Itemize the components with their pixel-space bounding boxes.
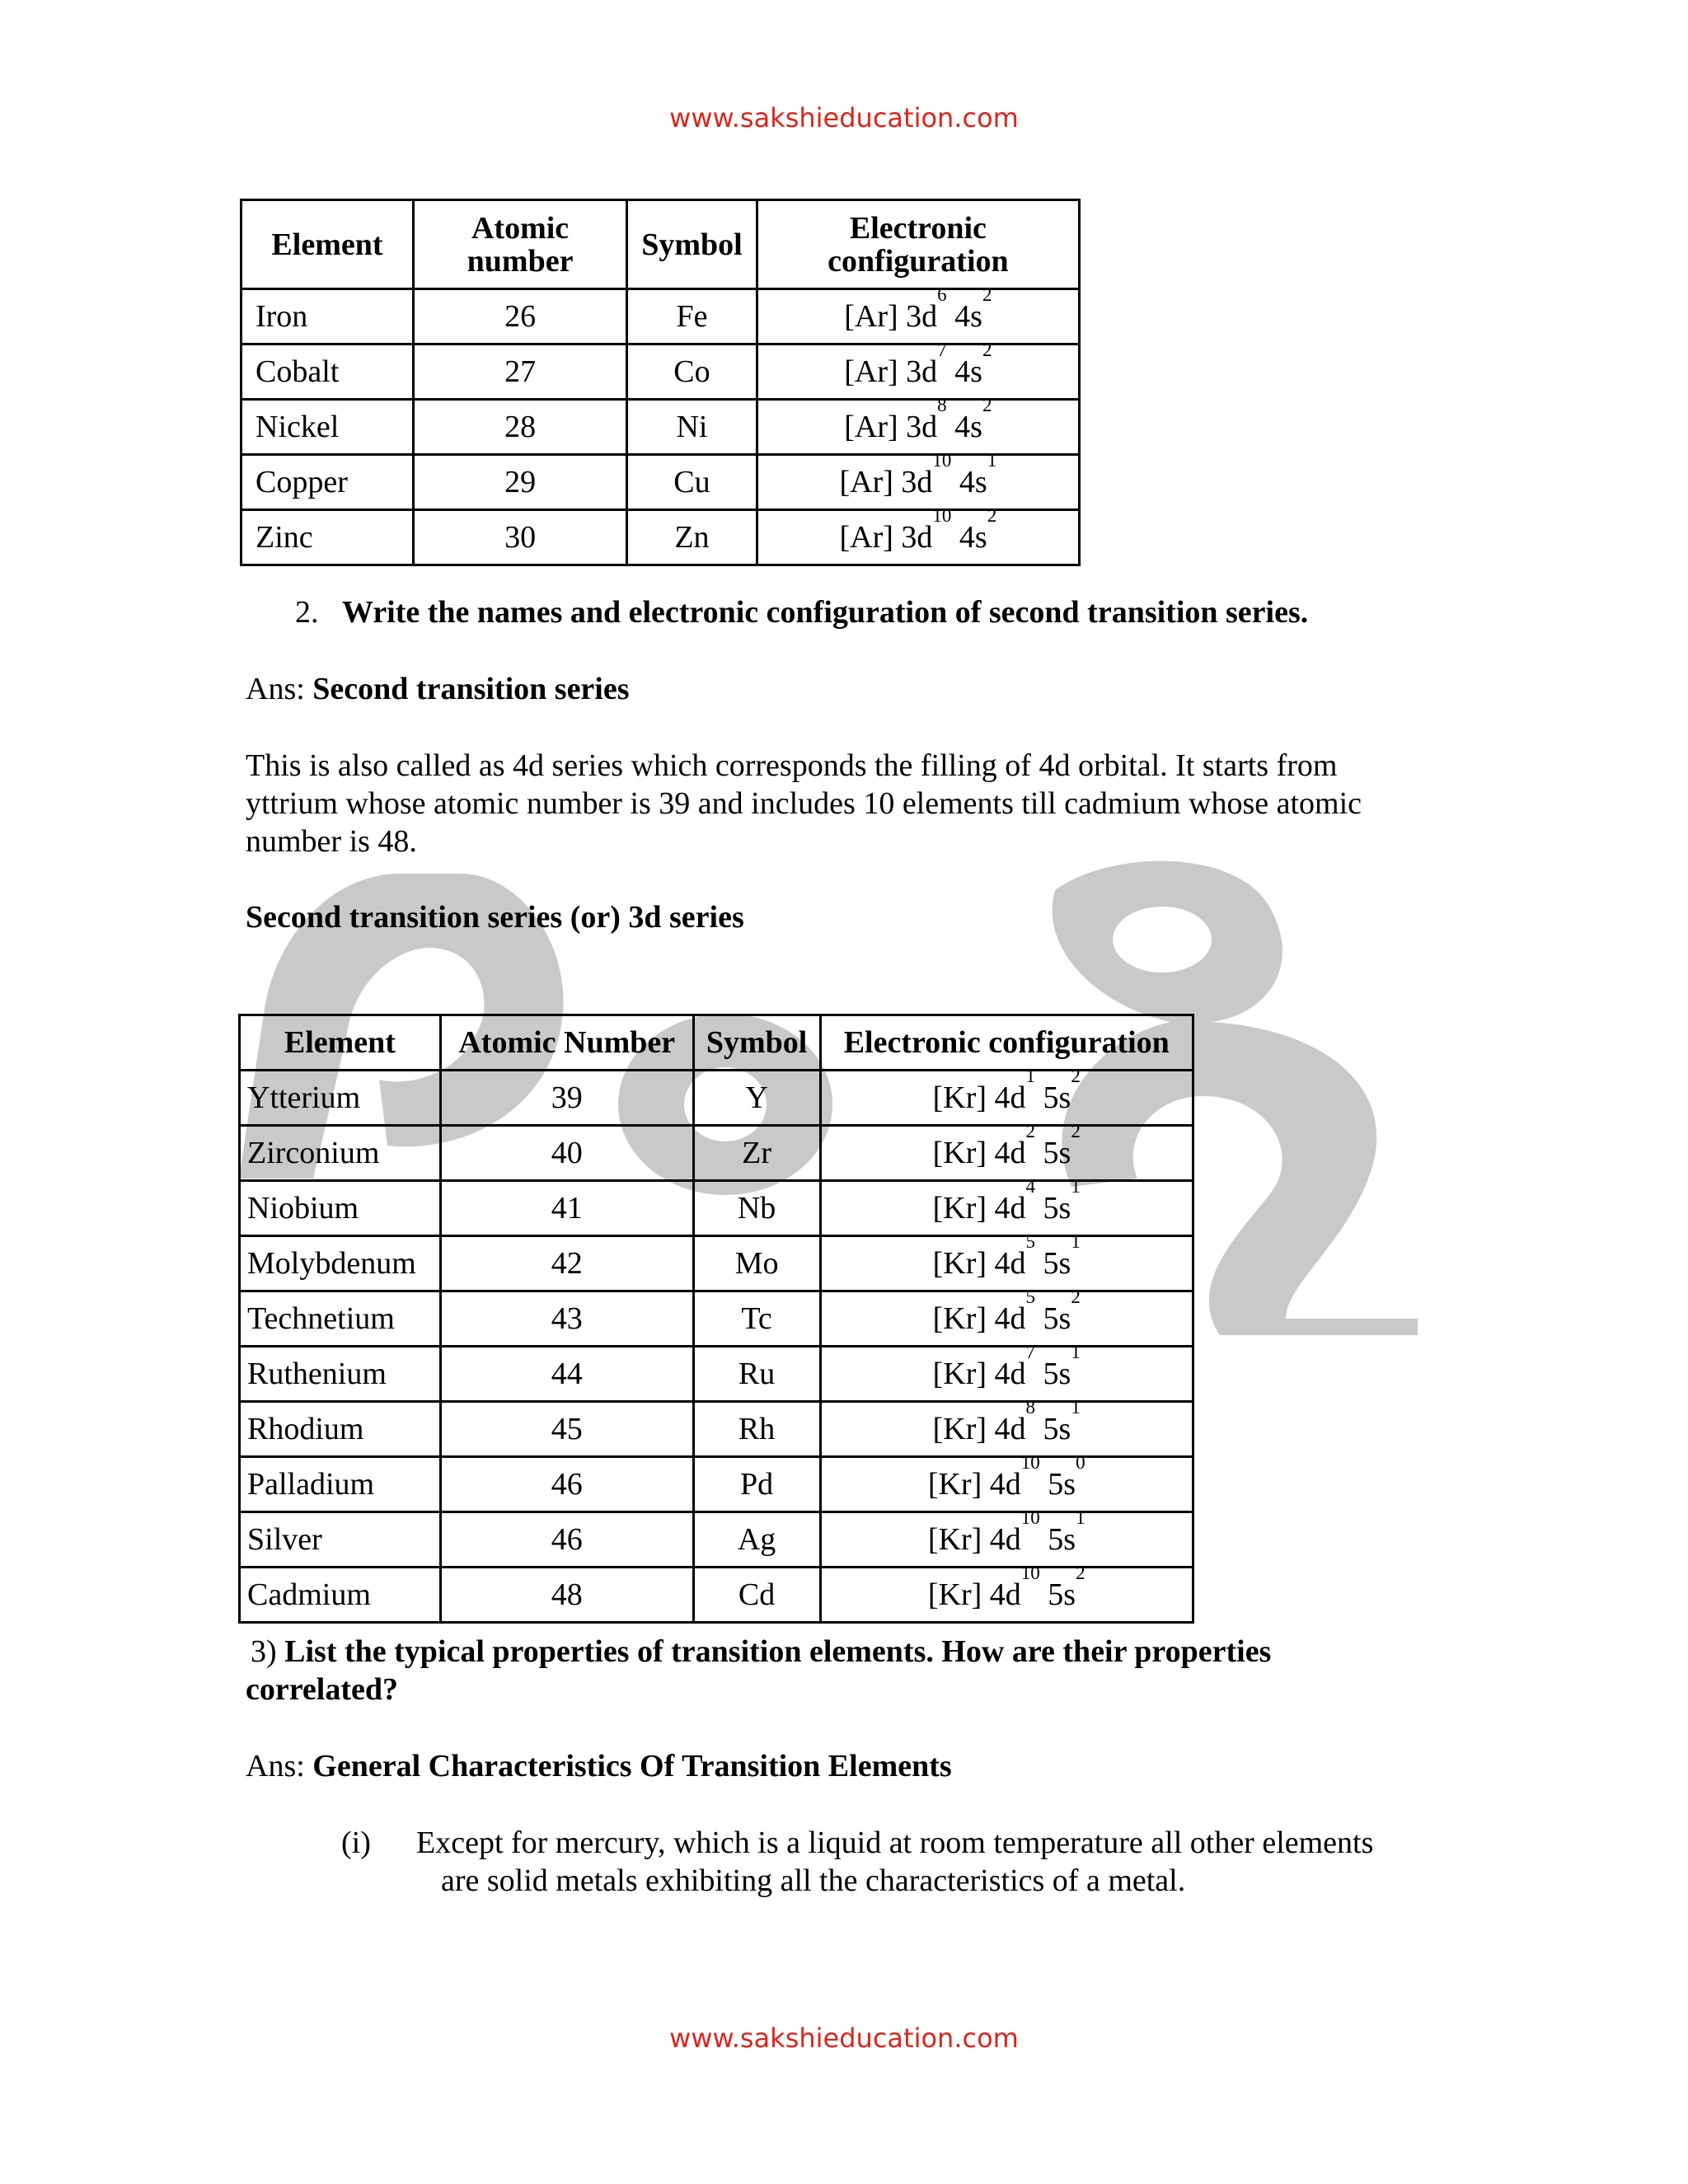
- config-s-orbital: 5s: [1043, 1191, 1071, 1226]
- table-row: [240, 1568, 1193, 1623]
- header-element: Element: [240, 1015, 441, 1071]
- config-s-orbital: 5s: [1048, 1577, 1076, 1612]
- atomic-number-cell: 46: [440, 1512, 693, 1568]
- symbol-cell: Ni: [627, 400, 757, 455]
- electronic-configuration-cell: [820, 1563, 1193, 1623]
- second-series-subheading: Second transition series (or) 3d series: [246, 900, 744, 935]
- config-core: [Kr]: [932, 1080, 987, 1115]
- table-row: [240, 1457, 1193, 1512]
- config-s-orbital: 5s: [1043, 1357, 1071, 1391]
- config-d-electrons: 5: [1025, 1231, 1036, 1252]
- table-row: [241, 289, 1080, 344]
- atomic-number-cell: 42: [440, 1236, 693, 1291]
- electronic-configuration-cell: [820, 1342, 1193, 1402]
- config-s-orbital: 5s: [1043, 1246, 1071, 1281]
- config-d-orbital: 3d: [901, 520, 933, 555]
- symbol-cell: Y: [693, 1071, 820, 1126]
- table-row: [241, 455, 1080, 510]
- config-s-electrons: 0: [1076, 1452, 1085, 1473]
- config-d-orbital: 3d: [906, 354, 938, 389]
- config-d-orbital: 4d: [989, 1522, 1021, 1557]
- config-s-electrons: 2: [1076, 1563, 1085, 1583]
- symbol-cell: Tc: [693, 1291, 820, 1347]
- question-3-number: 3): [251, 1634, 277, 1669]
- config-d-electrons: 1: [1025, 1066, 1036, 1086]
- electronic-configuration-cell: [820, 1066, 1193, 1126]
- element-name-cell: Rhodium: [240, 1402, 441, 1457]
- element-name-cell: Cadmium: [240, 1568, 441, 1623]
- electronic-configuration-cell: [820, 1231, 1193, 1291]
- header-electronic-configuration: Electronic configuration: [757, 200, 1079, 289]
- question-3-text-line1: List the typical properties of transition elements. How are their properties: [284, 1634, 1272, 1669]
- config-core: [Kr]: [932, 1412, 987, 1446]
- config-core: [Ar]: [844, 299, 898, 334]
- config-core: [Kr]: [927, 1577, 982, 1612]
- config-s-orbital: 5s: [1043, 1136, 1071, 1170]
- table-row: [240, 1126, 1193, 1181]
- element-name-cell: Silver: [240, 1512, 441, 1568]
- table-row: [240, 1236, 1193, 1291]
- atomic-number-cell: 44: [440, 1347, 693, 1402]
- config-d-orbital: 4d: [994, 1191, 1026, 1226]
- symbol-cell: Fe: [627, 289, 757, 344]
- atomic-number-cell: 40: [440, 1126, 693, 1181]
- second-transition-series-table: [238, 1014, 1194, 1624]
- table-row: [240, 1347, 1193, 1402]
- config-s-orbital: 4s: [959, 520, 987, 555]
- element-name-cell: Zinc: [241, 510, 414, 565]
- element-name-cell: Technetium: [240, 1291, 441, 1347]
- answer-3-item-line2: are solid metals exhibiting all the characteristics of a metal.: [441, 1863, 1186, 1898]
- element-name-cell: Iron: [241, 289, 414, 344]
- electronic-configuration-cell: [757, 284, 1079, 344]
- config-core: [Ar]: [844, 354, 898, 389]
- element-name-cell: Ruthenium: [240, 1347, 441, 1402]
- table-row: [240, 1181, 1193, 1236]
- element-name-cell: Copper: [241, 455, 414, 510]
- answer-2-title: Second transition series: [312, 672, 630, 706]
- table-row: [240, 1512, 1193, 1568]
- element-name-cell: Cobalt: [241, 344, 414, 400]
- symbol-cell: Cd: [693, 1568, 820, 1623]
- config-core: [Kr]: [932, 1136, 987, 1170]
- atomic-number-cell: 41: [440, 1181, 693, 1236]
- config-d-orbital: 4d: [994, 1136, 1026, 1170]
- header-electronic-configuration: Electronic configuration: [820, 1015, 1193, 1071]
- question-2-number: 2.: [295, 595, 319, 630]
- config-d-electrons: 6: [937, 284, 947, 305]
- config-core: [Kr]: [927, 1522, 982, 1557]
- config-s-electrons: 1: [1071, 1397, 1081, 1418]
- config-d-orbital: 3d: [906, 410, 938, 444]
- paragraph-line: This is also called as 4d series which corresponds the filling of 4d orbital. It starts from: [246, 748, 1338, 783]
- atomic-number-cell: 48: [440, 1568, 693, 1623]
- table-header-row: [240, 1015, 1193, 1071]
- config-s-orbital: 4s: [959, 465, 987, 499]
- config-s-electrons: 1: [1071, 1231, 1081, 1252]
- table-header-row: [241, 200, 1080, 289]
- config-core: [Ar]: [839, 520, 893, 555]
- config-d-electrons: 4: [1025, 1176, 1036, 1197]
- config-d-orbital: 4d: [994, 1357, 1026, 1391]
- electronic-configuration-cell: [820, 1176, 1193, 1236]
- electronic-configuration-cell: [820, 1507, 1193, 1568]
- config-s-orbital: 5s: [1043, 1080, 1071, 1115]
- question-2: [295, 593, 1308, 631]
- config-d-orbital: 4d: [994, 1080, 1026, 1115]
- symbol-cell: Co: [627, 344, 757, 400]
- answer-2-paragraph: [246, 747, 1362, 860]
- config-core: [Kr]: [927, 1467, 982, 1502]
- config-core: [Kr]: [932, 1191, 987, 1226]
- config-d-electrons: 7: [937, 340, 947, 360]
- config-core: [Kr]: [932, 1301, 987, 1336]
- config-core: [Ar]: [839, 465, 893, 499]
- config-s-electrons: 2: [982, 340, 992, 360]
- answer-3-item-line1: Except for mercury, which is a liquid at room temperature all other elements: [416, 1825, 1374, 1860]
- first-transition-series-table: [240, 199, 1081, 566]
- header-symbol: Symbol: [693, 1015, 820, 1071]
- atomic-number-cell: 30: [413, 510, 626, 565]
- symbol-cell: Zn: [627, 510, 757, 565]
- config-s-electrons: 2: [1071, 1066, 1081, 1086]
- header-atomic-number: Atomic Number: [440, 1015, 693, 1071]
- header-symbol: Symbol: [627, 200, 757, 289]
- electronic-configuration-cell: [757, 395, 1079, 455]
- config-s-orbital: 5s: [1043, 1412, 1071, 1446]
- header-url[interactable]: www.sakshieducation.com: [669, 102, 1019, 134]
- atomic-number-cell: 29: [413, 455, 626, 510]
- table-row: [241, 400, 1080, 455]
- config-d-electrons: 5: [1025, 1286, 1036, 1307]
- symbol-cell: Ru: [693, 1347, 820, 1402]
- config-d-orbital: 4d: [994, 1301, 1026, 1336]
- question-2-text: Write the names and electronic configuration of second transition series.: [342, 595, 1309, 630]
- atomic-number-cell: 45: [440, 1402, 693, 1457]
- config-s-electrons: 1: [1076, 1507, 1085, 1528]
- element-name-cell: Niobium: [240, 1181, 441, 1236]
- config-s-orbital: 4s: [954, 354, 982, 389]
- config-d-orbital: 3d: [906, 299, 938, 334]
- config-d-electrons: 10: [1020, 1452, 1040, 1473]
- answer-3-item-marker: (i): [341, 1825, 371, 1860]
- symbol-cell: Zr: [693, 1126, 820, 1181]
- table-row: [240, 1291, 1193, 1347]
- symbol-cell: Ag: [693, 1512, 820, 1568]
- element-name-cell: Nickel: [241, 400, 414, 455]
- config-s-orbital: 5s: [1048, 1522, 1076, 1557]
- electronic-configuration-cell: [757, 505, 1079, 565]
- config-s-orbital: 5s: [1048, 1467, 1076, 1502]
- table-row: [241, 510, 1080, 565]
- symbol-cell: Pd: [693, 1457, 820, 1512]
- config-s-electrons: 1: [987, 450, 997, 471]
- header-element: Element: [241, 200, 414, 289]
- answer-3-title: General Characteristics Of Transition Elements: [312, 1749, 952, 1783]
- config-core: [Kr]: [932, 1246, 987, 1281]
- config-d-electrons: 10: [1020, 1507, 1040, 1528]
- atomic-number-cell: 46: [440, 1457, 693, 1512]
- electronic-configuration-cell: [820, 1397, 1193, 1457]
- symbol-cell: Mo: [693, 1236, 820, 1291]
- config-s-electrons: 2: [982, 284, 992, 305]
- question-3: [251, 1633, 1271, 1671]
- config-d-orbital: 4d: [989, 1577, 1021, 1612]
- config-d-electrons: 10: [932, 450, 952, 471]
- config-d-electrons: 2: [1025, 1121, 1036, 1141]
- answer-2-heading: [246, 670, 630, 708]
- atomic-number-cell: 28: [413, 400, 626, 455]
- element-name-cell: Zirconium: [240, 1126, 441, 1181]
- watermark-stroke-right-hole: [1113, 907, 1212, 972]
- footer-url[interactable]: www.sakshieducation.com: [669, 2022, 1019, 2054]
- config-s-electrons: 2: [1071, 1286, 1081, 1307]
- answer-3-heading: [246, 1747, 952, 1785]
- config-d-orbital: 4d: [989, 1467, 1021, 1502]
- config-d-electrons: 10: [932, 505, 952, 526]
- paragraph-line: number is 48.: [246, 824, 417, 859]
- element-name-cell: Molybdenum: [240, 1236, 441, 1291]
- electronic-configuration-cell: [820, 1286, 1193, 1347]
- config-core: [Ar]: [844, 410, 898, 444]
- config-s-orbital: 4s: [954, 299, 982, 334]
- electronic-configuration-cell: [757, 450, 1079, 510]
- element-name-cell: Palladium: [240, 1457, 441, 1512]
- electronic-configuration-cell: [757, 340, 1079, 400]
- config-s-electrons: 2: [1071, 1121, 1081, 1141]
- config-s-electrons: 1: [1071, 1176, 1081, 1197]
- symbol-cell: Rh: [693, 1402, 820, 1457]
- config-d-electrons: 7: [1025, 1342, 1036, 1362]
- config-d-electrons: 10: [1020, 1563, 1040, 1583]
- config-d-orbital: 4d: [994, 1246, 1026, 1281]
- answer-3-prefix: Ans:: [246, 1749, 305, 1783]
- config-s-orbital: 5s: [1043, 1301, 1071, 1336]
- table-row: [241, 344, 1080, 400]
- atomic-number-cell: 26: [413, 289, 626, 344]
- config-s-orbital: 4s: [954, 410, 982, 444]
- config-d-electrons: 8: [937, 395, 947, 415]
- config-s-electrons: 2: [982, 395, 992, 415]
- config-s-electrons: 2: [987, 505, 997, 526]
- config-d-orbital: 3d: [901, 465, 933, 499]
- config-d-electrons: 8: [1025, 1397, 1036, 1418]
- table-row: [240, 1071, 1193, 1126]
- config-s-electrons: 1: [1071, 1342, 1081, 1362]
- paragraph-line: yttrium whose atomic number is 39 and includes 10 elements till cadmium whose atomic: [246, 786, 1362, 821]
- atomic-number-cell: 27: [413, 344, 626, 400]
- config-core: [Kr]: [932, 1357, 987, 1391]
- atomic-number-cell: 43: [440, 1291, 693, 1347]
- symbol-cell: Cu: [627, 455, 757, 510]
- config-d-orbital: 4d: [994, 1412, 1026, 1446]
- table-row: [240, 1402, 1193, 1457]
- element-name-cell: Ytterium: [240, 1071, 441, 1126]
- answer-2-prefix: Ans:: [246, 672, 305, 706]
- question-3-text-line2: correlated?: [246, 1672, 398, 1707]
- electronic-configuration-cell: [820, 1452, 1193, 1512]
- atomic-number-cell: 39: [440, 1071, 693, 1126]
- electronic-configuration-cell: [820, 1121, 1193, 1181]
- header-atomic-number: Atomic number: [413, 200, 626, 289]
- symbol-cell: Nb: [693, 1181, 820, 1236]
